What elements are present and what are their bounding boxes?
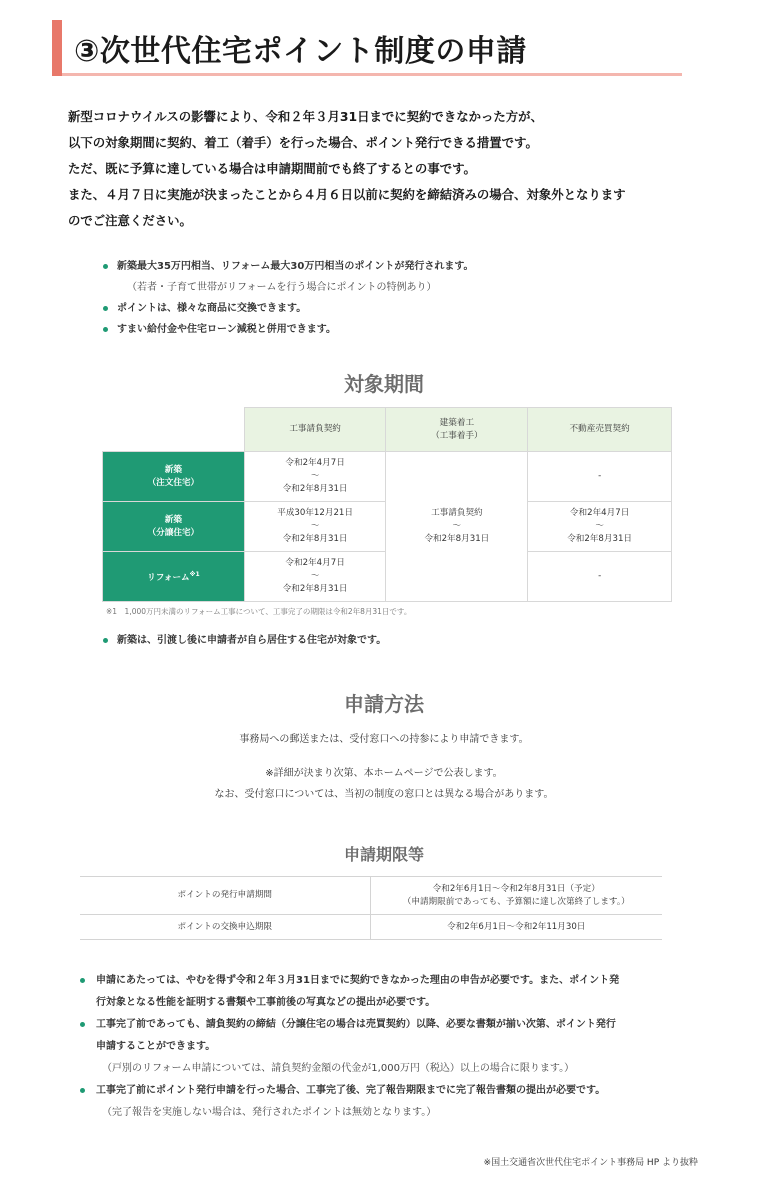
period-cell: - <box>528 452 672 502</box>
feature-list <box>103 256 703 340</box>
feature-item-exchange: ポイントは、様々な商品に交換できます。 <box>103 298 703 319</box>
page-title-block <box>52 20 682 76</box>
period-heading: 対象期間 <box>344 372 424 396</box>
period-col-sale: 不動産売買契約 <box>528 408 672 452</box>
period-cell: 令和2年4月7日 〜 令和2年8月31日 <box>244 552 386 602</box>
deadline-value: 令和2年6月1日〜令和2年11月30日 <box>370 915 662 940</box>
period-row-custom-home <box>103 452 672 502</box>
period-footnote: ※1 1,000万円未満のリフォーム工事について、工事完了の期限は令和2年8月31日です。 <box>106 607 412 616</box>
period-rowhead-reform: リフォーム$^{※1}$ <box>103 552 245 602</box>
period-rowhead-built-for-sale: 新築 （分譲住宅） <box>103 502 245 552</box>
period-cell: 令和2年4月7日 〜 令和2年8月31日 <box>244 452 386 502</box>
deadline-table <box>80 876 662 940</box>
deadline-label: ポイントの発行申請期間 <box>80 877 370 915</box>
period-col-contract: 工事請負契約 <box>244 408 386 452</box>
period-col-construction: 建築着工 （工事着手） <box>386 408 528 452</box>
deadline-value: 令和2年6月1日〜令和2年8月31日（予定） （申請期限前であっても、予算額に達し次第終了します。） <box>370 877 662 915</box>
period-cell: - <box>528 552 672 602</box>
deadline-row-exchange <box>80 915 662 940</box>
notes-item-completion-report-note: （完了報告を実施しない場合は、発行されたポイントは無効となります。） <box>102 1107 437 1118</box>
notes-item-completion-report: 工事完了前にポイント発行申請を行った場合、工事完了後、完了報告期限までに完了報告書類の提出が必要です。 <box>80 1080 700 1102</box>
period-rowhead-custom-home: 新築 （注文住宅） <box>103 452 245 502</box>
feature-item-points-note: （若者・子育て世帯がリフォームを行う場合にポイントの特例あり） <box>127 282 437 293</box>
period-note-item: 新築は、引渡し後に申請者が自ら居住する住宅が対象です。 <box>103 630 703 651</box>
deadline-label: ポイントの交換申込期限 <box>80 915 370 940</box>
title-accent-bar <box>52 20 62 76</box>
deadline-row-issue <box>80 877 662 915</box>
period-corner-cell <box>103 408 245 452</box>
period-cell: 平成30年12月21日 〜 令和2年8月31日 <box>244 502 386 552</box>
period-table <box>102 407 672 602</box>
period-cell: 令和2年4月7日 〜 令和2年8月31日 <box>528 502 672 552</box>
method-heading: 申請方法 <box>344 692 424 716</box>
intro-line: ただ、既に予算に達している場合は申請期間前でも終了するとの事です。 <box>68 161 476 176</box>
title-underline <box>62 73 682 76</box>
feature-item-points: 新築最大35万円相当、リフォーム最大30万円相当のポイントが発行されます。 <box>103 256 703 277</box>
notes-list <box>80 970 700 1124</box>
intro-line: 新型コロナウイルスの影響により、令和２年３月31日までに契約できなかった方が、 <box>68 109 543 124</box>
source-credit: ※国土交通省次世代住宅ポイント事務局 HP より抜粋 <box>483 1158 698 1168</box>
method-text: 事務局への郵送または、受付窓口への持参により申請できます。 <box>239 734 529 745</box>
intro-line: また、４月７日に実施が決まったことから４月６日以前に契約を締結済みの場合、対象外となります <box>68 187 626 202</box>
period-note-list <box>103 630 703 651</box>
notes-item-declaration: 申請にあたっては、やむを得ず令和２年３月31日までに契約できなかった理由の申告が必要です。また、ポイント発 行対象となる性能を証明する書類や工事前後の写真などの提出が必要です。 <box>80 970 700 1014</box>
period-header-row <box>103 408 672 452</box>
deadline-heading: 申請期限等 <box>343 845 424 864</box>
feature-item-combine: すまい給付金や住宅ローン減税と併用できます。 <box>103 319 703 340</box>
page-title: ③次世代住宅ポイント制度の申請 <box>74 34 527 69</box>
notes-item-early-application-note: （戸別のリフォーム申請については、請負契約金額の代金が1,000万円（税込）以上の場合に限ります。） <box>102 1063 575 1074</box>
notes-item-early-application: 工事完了前であっても、請負契約の締結（分譲住宅の場合は売買契約）以降、必要な書類が揃い次第、ポイント発行 申請することができます。 <box>80 1014 700 1058</box>
intro-paragraph <box>68 104 718 234</box>
method-text: なお、受付窓口については、当初の制度の窓口とは異なる場合があります。 <box>214 789 554 800</box>
intro-line: のでご注意ください。 <box>68 213 192 228</box>
intro-line: 以下の対象期間に契約、着工（着手）を行った場合、ポイント発行できる措置です。 <box>68 135 538 150</box>
method-text: ※詳細が決まり次第、本ホームページで公表します。 <box>265 768 503 779</box>
period-cell-merged: 工事請負契約 〜 令和2年8月31日 <box>386 452 528 602</box>
